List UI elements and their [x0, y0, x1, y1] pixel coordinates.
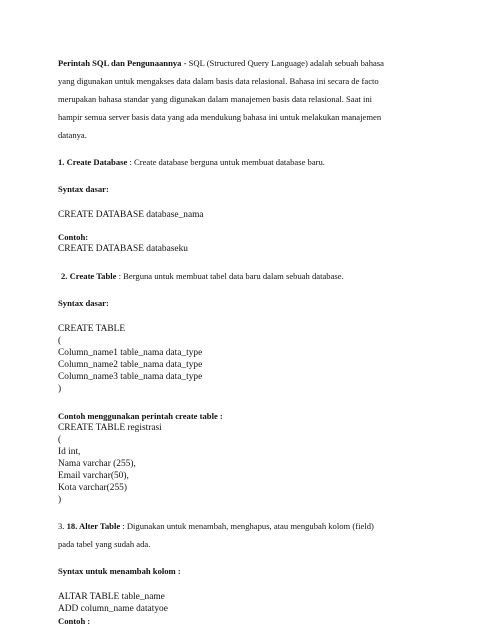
section-2-syntax-line: Column_name3 table_nama data_type [58, 372, 203, 382]
section-3-example-label: Contoh : [58, 616, 91, 626]
section-2-example-label: Contoh menggunakan perintah create table : [58, 411, 223, 421]
section-2-syntax-label: Syntax dasar: [58, 298, 109, 308]
section-2-syntax-line: ( [58, 336, 62, 346]
intro-line-4: hampir semua server basis data yang ada mendukung bahasa ini untuk melakukan manajemen [58, 112, 382, 122]
section-3-title: 18. Alter Table [66, 521, 121, 531]
intro-line-1 [58, 59, 384, 68]
section-2-example-line: Email varchar(50), [58, 471, 129, 481]
section-1-syntax-label: Syntax dasar: [58, 184, 109, 194]
section-2-example-line: Kota varchar(255) [58, 483, 127, 493]
section-2-syntax-line: Column_name2 table_nama data_type [58, 360, 203, 370]
section-2-example-line: Id int, [58, 447, 81, 457]
section-1-title: 1. Create Database [58, 157, 128, 167]
intro-text: SQL (Structured Query Language) adalah sebuah bahasa [188, 58, 384, 68]
section-3-syntax-label: Syntax untuk menambah kolom : [58, 566, 181, 576]
section-3-desc: : Digunakan untuk menambah, menghapus, atau mengubah kolom (field) [120, 521, 374, 531]
section-2-example-line: ) [58, 495, 62, 505]
section-1-example-label: Contoh: [58, 232, 89, 242]
section-2-example-line: CREATE TABLE registrasi [58, 423, 162, 433]
section-2-syntax-line: CREATE TABLE [58, 324, 126, 334]
section-3-heading [58, 522, 374, 531]
section-1-example: CREATE DATABASE databaseku [58, 244, 188, 254]
section-1-desc: : Create database berguna untuk membuat database baru. [127, 157, 325, 167]
intro-title: Perintah SQL dan Pengunaannya - [58, 58, 189, 68]
intro-line-3: merupakan bahasa standar yang digunakan dalam manajemen basis data relasional. Saat ini [58, 94, 373, 104]
section-3-syntax-line: ALTAR TABLE table_name [58, 592, 165, 602]
section-1-heading [58, 158, 325, 167]
intro-line-2: yang digunakan untuk mengakses data dalam basis data relasional. Bahasa ini secara de facto [58, 76, 379, 86]
section-2-example-line: ( [58, 435, 62, 445]
section-3-syntax-line: ADD column_name datatyoe [58, 604, 168, 614]
section-2-syntax-line: ) [58, 384, 62, 394]
section-2-desc: : Berguna untuk membuat tabel data baru dalam sebuah database. [116, 271, 344, 281]
section-3-desc-2: pada tabel yang sudah ada. [58, 539, 151, 549]
section-2-example-line: Nama varchar (255), [58, 459, 136, 469]
section-2-syntax-line: Column_name1 table_nama data_type [58, 348, 203, 358]
section-1-syntax: CREATE DATABASE database_nama [58, 210, 204, 220]
section-2-heading [61, 272, 344, 281]
section-2-title: 2. Create Table [61, 271, 117, 281]
section-3-number: 3. [58, 521, 67, 531]
intro-line-5: datanya. [58, 130, 87, 140]
